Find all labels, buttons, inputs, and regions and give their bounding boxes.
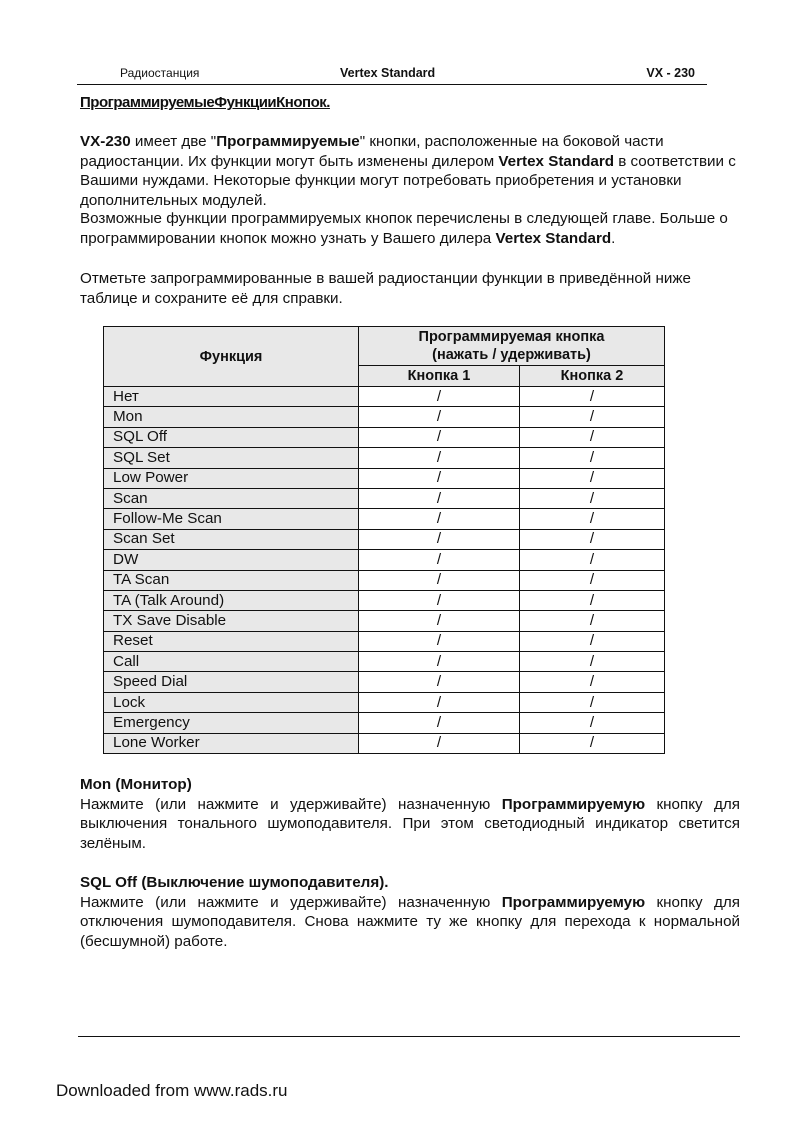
header-left: Радиостанция xyxy=(120,66,200,80)
function-cell: TX Save Disable xyxy=(104,611,359,631)
button-2-cell: / xyxy=(520,529,665,549)
table-row xyxy=(104,387,665,407)
button-1-cell: / xyxy=(359,387,520,407)
function-cell: Scan xyxy=(104,488,359,508)
table-row xyxy=(104,713,665,733)
button-2-cell: / xyxy=(520,427,665,447)
table-row xyxy=(104,631,665,651)
col-header-programmable-line1: Программируемая кнопка xyxy=(418,329,605,345)
col-header-function: Функция xyxy=(104,327,359,387)
page-title: ПрограммируемыеФункцииКнопок. xyxy=(80,94,330,111)
button-1-cell: / xyxy=(359,550,520,570)
bold-text: Программируемые xyxy=(216,133,360,150)
intro-paragraph-3: Отметьте запрограммированные в вашей радиостанции функции в приведённой ниже таблице и сохраните её для справки. xyxy=(80,270,691,307)
button-2-cell: / xyxy=(520,590,665,610)
button-2-cell: / xyxy=(520,733,665,753)
function-cell: Speed Dial xyxy=(104,672,359,692)
text-run: " кнопки, расположенные на боковой части радиостанции. Их функции могут быть изменены дилером xyxy=(80,133,664,170)
table-row xyxy=(104,448,665,468)
function-cell: Follow-Me Scan xyxy=(104,509,359,529)
bold-text: Vertex Standard xyxy=(498,152,615,170)
button-1-cell: / xyxy=(359,427,520,447)
button-1-cell: / xyxy=(359,488,520,508)
table-row xyxy=(104,590,665,610)
intro-paragraph-1 xyxy=(80,132,740,210)
button-2-cell: / xyxy=(520,652,665,672)
function-cell: Lock xyxy=(104,692,359,712)
button-2-cell: / xyxy=(520,448,665,468)
col-header-programmable xyxy=(359,327,665,366)
button-1-cell: / xyxy=(359,407,520,427)
button-1-cell: / xyxy=(359,570,520,590)
bold-text: Программируемую xyxy=(501,893,646,911)
button-1-cell: / xyxy=(359,448,520,468)
section-heading: Mon (Монитор) xyxy=(80,776,192,793)
function-cell: SQL Set xyxy=(104,448,359,468)
download-note: Downloaded from www.rads.ru xyxy=(56,1081,288,1100)
button-1-cell: / xyxy=(359,590,520,610)
button-1-cell: / xyxy=(359,713,520,733)
button-1-cell: / xyxy=(359,692,520,712)
button-2-cell: / xyxy=(520,631,665,651)
button-1-cell: / xyxy=(359,529,520,549)
function-cell: TA Scan xyxy=(104,570,359,590)
function-cell: DW xyxy=(104,550,359,570)
function-cell: Low Power xyxy=(104,468,359,488)
button-1-cell: / xyxy=(359,631,520,651)
table-row xyxy=(104,570,665,590)
button-2-cell: / xyxy=(520,387,665,407)
button-2-cell: / xyxy=(520,468,665,488)
text-run: в соответствии с Вашими нуждами. Некоторые функции могут потребовать приобретения и установки дополнительных модулей. xyxy=(80,152,736,209)
header-model: VX - 230 xyxy=(646,66,695,80)
button-2-cell: / xyxy=(520,570,665,590)
text-run: Нажмите (или нажмите и удерживайте) назначенную xyxy=(80,893,502,911)
text-run: кнопку для отключения шумоподавителя. Снова нажмите ту же кнопку для перехода к нормальной (бесшумной) работе. xyxy=(80,893,741,950)
table-row xyxy=(104,611,665,631)
bold-text: Программируемую xyxy=(501,795,646,813)
table-row xyxy=(104,733,665,753)
table-row xyxy=(104,468,665,488)
table-row xyxy=(104,488,665,508)
footer-divider xyxy=(78,1036,740,1037)
button-2-cell: / xyxy=(520,692,665,712)
function-cell: TA (Talk Around) xyxy=(104,590,359,610)
button-2-cell: / xyxy=(520,488,665,508)
function-cell: Нет xyxy=(104,387,359,407)
function-cell: Reset xyxy=(104,631,359,651)
button-1-cell: / xyxy=(359,509,520,529)
button-2-cell: / xyxy=(520,550,665,570)
text-run: Возможные функции программируемых кнопок перечислены в следующей главе. Больше о программировании кнопок можно узнать у Вашего дилера xyxy=(80,210,728,247)
text-run: имеет две " xyxy=(130,133,217,150)
function-cell: SQL Off xyxy=(104,427,359,447)
function-cell: Scan Set xyxy=(104,529,359,549)
button-2-cell: / xyxy=(520,713,665,733)
section-heading: SQL Off (Выключение шумоподавителя). xyxy=(80,874,389,891)
section-body xyxy=(80,893,740,952)
table-row xyxy=(104,427,665,447)
button-1-cell: / xyxy=(359,611,520,631)
table-row xyxy=(104,407,665,427)
intro-paragraph-2 xyxy=(80,209,740,248)
button-2-cell: / xyxy=(520,509,665,529)
button-1-cell: / xyxy=(359,672,520,692)
button-2-cell: / xyxy=(520,672,665,692)
button-1-cell: / xyxy=(359,733,520,753)
col-header-button-1: Кнопка 1 xyxy=(359,366,520,387)
bold-text: VX-230 xyxy=(80,133,131,150)
text-run: . xyxy=(611,229,616,247)
function-cell: Lone Worker xyxy=(104,733,359,753)
functions-table xyxy=(103,326,665,754)
section-body xyxy=(80,795,740,854)
page-header xyxy=(77,64,707,85)
function-cell: Call xyxy=(104,652,359,672)
function-cell: Emergency xyxy=(104,713,359,733)
button-2-cell: / xyxy=(520,611,665,631)
table-row xyxy=(104,692,665,712)
text-run: кнопку для выключения тонального шумоподавителя. При этом светодиодный индикатор светится зелёным. xyxy=(80,795,741,852)
table-row xyxy=(104,509,665,529)
col-header-button-2: Кнопка 2 xyxy=(520,366,665,387)
function-cell: Mon xyxy=(104,407,359,427)
text-run: Нажмите (или нажмите и удерживайте) назначенную xyxy=(80,795,502,813)
col-header-programmable-line2: (нажать / удерживать) xyxy=(432,347,591,363)
table-row xyxy=(104,529,665,549)
button-1-cell: / xyxy=(359,468,520,488)
table-row xyxy=(104,652,665,672)
section-sql-off xyxy=(80,873,740,951)
bold-text: Vertex Standard xyxy=(495,229,612,247)
section-mon xyxy=(80,775,740,853)
header-brand: Vertex Standard xyxy=(340,66,436,80)
functions-table-body xyxy=(104,387,665,754)
button-2-cell: / xyxy=(520,407,665,427)
table-row xyxy=(104,672,665,692)
table-row xyxy=(104,550,665,570)
button-1-cell: / xyxy=(359,652,520,672)
